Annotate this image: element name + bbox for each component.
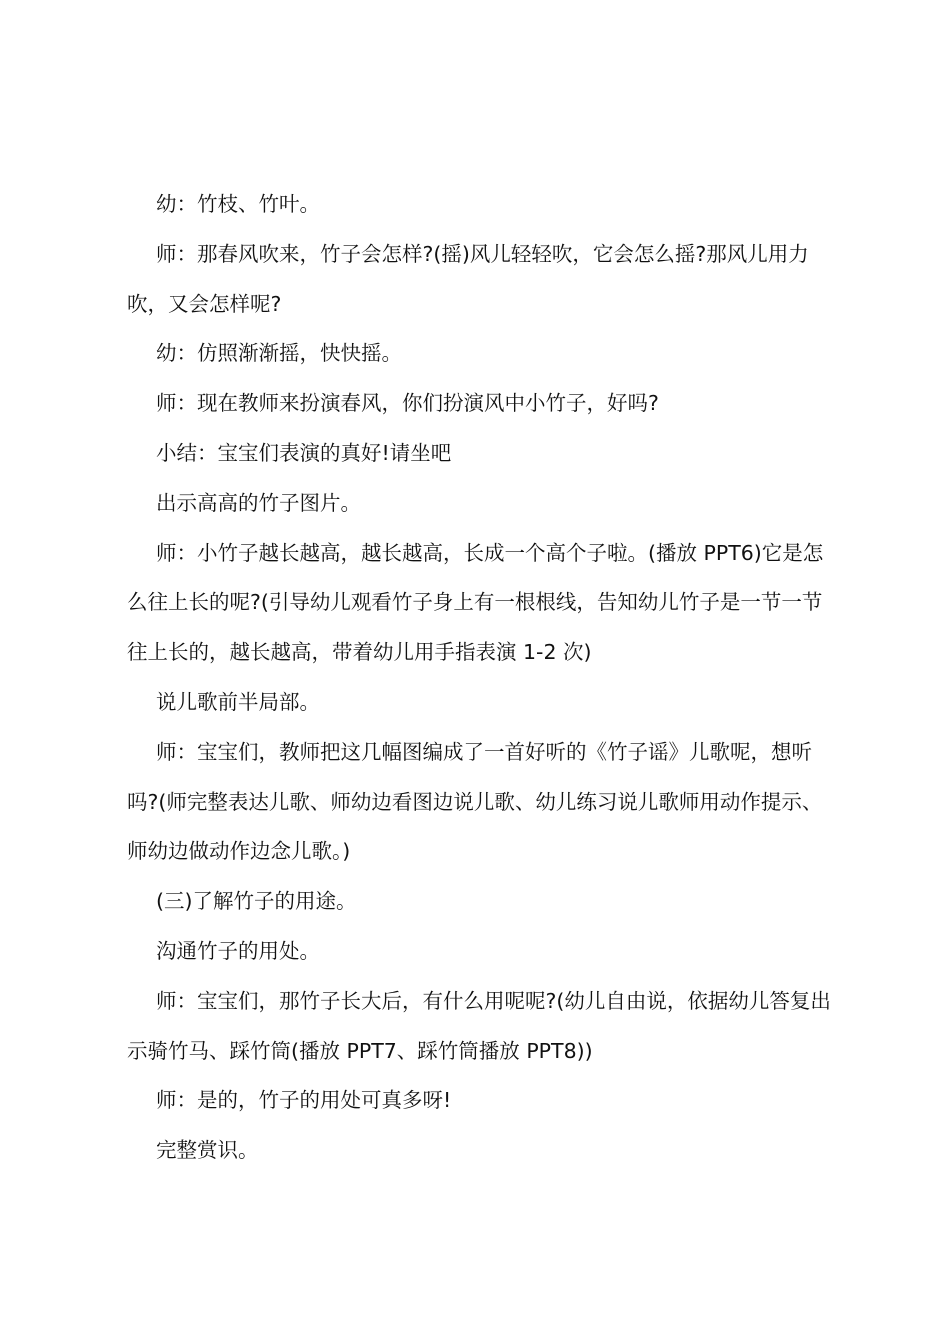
paragraph-summary: 小结：宝宝们表演的真好!请坐吧 [156,440,452,465]
paragraph-child-answer-branches: 幼：竹枝、竹叶。 [156,192,320,216]
document-body [127,180,833,1176]
paragraph-child-imitate: 幼：仿照渐渐摇，快快摇。 [156,341,402,366]
paragraph-teacher-many-uses: 师：是的，竹子的用处可真多呀! [156,1088,452,1113]
paragraph-appreciate: 完整赏识。 [156,1138,259,1163]
paragraph-discuss-uses: 沟通竹子的用处。 [156,938,320,963]
paragraph-teacher-spring-wind: 师：那春风吹来，竹子会怎样?(摇)风儿轻轻吹，它会怎么摇?那风儿用力吹，又会怎样呢? [127,241,809,316]
paragraph-teacher-role-play: 师：现在教师来扮演春风，你们扮演风中小竹子，好吗? [156,391,659,416]
paragraph-show-picture: 出示高高的竹子图片。 [156,490,361,515]
paragraph-section-uses: (三)了解竹子的用途。 [156,889,357,914]
paragraph-teacher-rhyme: 师：宝宝们，教师把这几幅图编成了一首好听的《竹子谣》儿歌呢，想听吗?(师完整表达儿歌、师幼边看图边说儿歌、幼儿练习说儿歌师用动作提示、师幼边做动作边念儿歌。) [127,739,823,864]
paragraph-teacher-uses: 师：宝宝们，那竹子长大后，有什么用呢呢?(幼儿自由说，依据幼儿答复出示骑竹马、踩竹筒(播放 PPT7、踩竹筒播放 PPT8)) [127,988,831,1063]
paragraph-rhyme-first-half: 说儿歌前半局部。 [156,689,320,714]
paragraph-teacher-growing: 师：小竹子越长越高，越长越高，长成一个高个子啦。(播放 PPT6)它是怎么往上长的呢?(引导幼儿观看竹子身上有一根根线，告知幼儿竹子是一节一节往上长的，越长越高，带着幼儿用手指表演 1-2 次) [127,540,824,665]
